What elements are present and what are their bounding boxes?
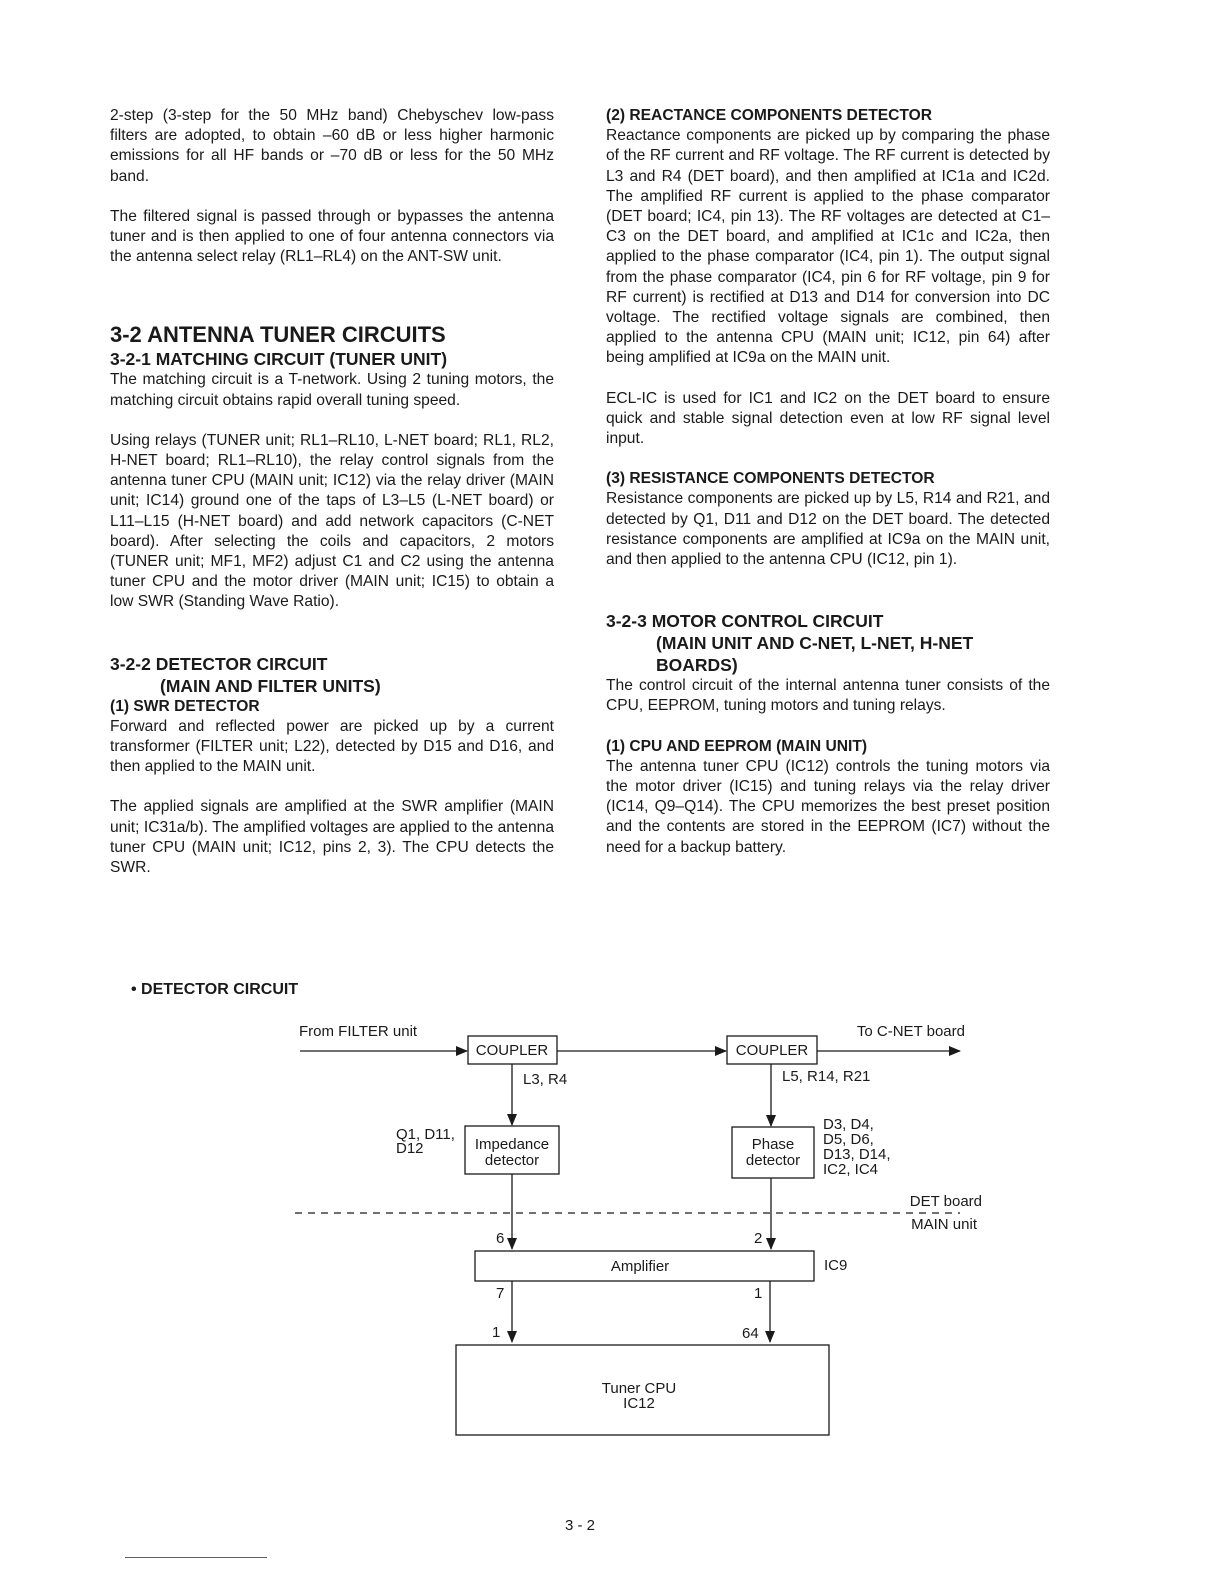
pin-7-label: 7 (496, 1285, 505, 1302)
diagram-title: • DETECTOR CIRCUIT (131, 981, 299, 998)
l3-r4-label: L3, R4 (523, 1071, 568, 1088)
detector-heading-line-1: 3-2-2 DETECTOR CIRCUIT (110, 653, 328, 674)
swr-paragraph-1: Forward and reflected power are picked up by a current transformer (FILTER unit; L22), detected by D15 and D16, and then applied to the MAIN unit. (110, 717, 554, 776)
ic2-ic4-label: IC2, IC4 (823, 1161, 879, 1178)
reactance-paragraph-1: Reactance components are picked up by comparing the phase of the RF current and RF voltage. The RF current is detected by L3 and R4 (DET board), and then amplified at IC1a and IC2d. The amplified RF current is applied to the phase comparator (DET board; IC4, pin 13). The RF voltages are detected at C1–C3 on the DET board, and amplified at IC1c and IC2a, then applied to the phase comparator (IC4, pin 1). The output signal from the phase comparator (IC4, pin 6 for RF voltage, pin 9 for RF current) is rectified at D13 and D14 for conversion into DC voltage. The rectified voltage signals are combined, then applied to the antenna CPU (MAIN unit; IC12, pin 64) after being amplified at IC9a on the MAIN unit. (606, 127, 1050, 367)
resistance-heading: (3) RESISTANCE COMPONENTS DETECTOR (606, 470, 935, 488)
q1-d11-label: Q1, D11, (396, 1126, 455, 1143)
matching-heading: 3-2-1 MATCHING CIRCUIT (TUNER UNIT) (110, 349, 448, 370)
reactance-paragraph-2: ECL-IC is used for IC1 and IC2 on the DET board to ensure quick and stable signal detection even at low RF signal level input. (606, 389, 1050, 448)
pin-1-in-label: 1 (492, 1324, 501, 1341)
pin-6-label: 6 (496, 1230, 505, 1247)
section-title: 3-2 ANTENNA TUNER CIRCUITS (110, 322, 446, 348)
coupler-left-label: COUPLER (475, 1042, 549, 1059)
tuner-cpu-label-1: Tuner CPU (601, 1380, 677, 1397)
amplifier-label: Amplifier (610, 1258, 670, 1275)
matching-paragraph-1: The matching circuit is a T-network. Using 2 tuning motors, the matching circuit obtains rapid overall tuning speed. (110, 371, 554, 409)
phase-label-1: Phase (751, 1136, 795, 1153)
motor-heading-line-1: 3-2-3 MOTOR CONTROL CIRCUIT (606, 611, 884, 632)
motor-paragraph-1: The control circuit of the internal antenna tuner consists of the CPU, EEPROM, tuning motors and tuning relays. (606, 677, 1050, 715)
intro-paragraph-1: 2-step (3-step for the 50 MHz band) Chebyschev low-pass filters are adopted, to obtain –60 dB or less higher harmonic emissions for all HF bands or –70 dB or less for the 50 MHz band. (110, 107, 554, 185)
motor-heading-line-2: (MAIN UNIT AND C-NET, L-NET, H-NET BOARDS) (656, 633, 974, 676)
coupler-right-label: COUPLER (735, 1042, 809, 1059)
page-number: 3 - 2 (564, 1517, 595, 1534)
pin-1-out-label: 1 (754, 1285, 763, 1302)
matching-paragraph-2: Using relays (TUNER unit; RL1–RL10, L-NET board; RL1, RL2, H-NET board; RL1–RL10), the relay control signals from the antenna tuner CPU (MAIN unit; IC12) via the relay driver (MAIN unit; IC14) ground one of the taps of L3–L5 (L-NET board) or L11–L15 (H-NET board) and add network capacitors (C-NET board). After selecting the coils and capacitors, 2 motors (TUNER unit; MF1, MF2) adjust C1 and C2 using the antenna tuner CPU and the motor driver (MAIN unit; IC15) to obtain a low SWR (Standing Wave Ratio). (110, 431, 554, 611)
footer-divider (125, 1557, 267, 1558)
d13-d14-label: D13, D14, (823, 1146, 891, 1163)
from-filter-label: From FILTER unit (299, 1023, 418, 1040)
pin-2-label: 2 (754, 1230, 763, 1247)
phase-label-2: detector (745, 1152, 801, 1169)
detector-heading-line-2: (MAIN AND FILTER UNITS) (160, 675, 381, 696)
l5-r14-r21-label: L5, R14, R21 (782, 1068, 871, 1085)
d3-d4-label: D3, D4, (823, 1116, 874, 1133)
det-board-label: DET board (909, 1193, 982, 1210)
to-cnet-label: To C-NET board (856, 1023, 965, 1040)
intro-paragraph-2: The filtered signal is passed through or bypasses the antenna tuner and is then applied to one of four antenna connectors via the antenna select relay (RL1–RL4) on the ANT-SW unit. (110, 207, 554, 266)
impedance-label-1: Impedance (474, 1136, 550, 1153)
cpu-paragraph-1: The antenna tuner CPU (IC12) controls the tuning motors via the motor driver (IC15) and tuning relays via the relay driver (IC14, Q9–Q14). The CPU memorizes the best preset position and the contents are stored in the EEPROM (IC7) without the need for a backup battery. (606, 757, 1050, 856)
pin-64-label: 64 (742, 1325, 759, 1342)
swr-heading: (1) SWR DETECTOR (110, 697, 260, 715)
d5-d6-label: D5, D6, (823, 1131, 874, 1148)
impedance-label-2: detector (484, 1152, 540, 1169)
swr-paragraph-2: The applied signals are amplified at the SWR amplifier (MAIN unit; IC31a/b). The amplified voltages are applied to the antenna tuner CPU (MAIN unit; IC12, pins 2, 3). The CPU detects the SWR. (110, 798, 554, 877)
cpu-heading: (1) CPU AND EEPROM (MAIN UNIT) (606, 737, 868, 755)
ic9-label: IC9 (824, 1257, 848, 1274)
tuner-cpu-label-2: IC12 (623, 1395, 655, 1412)
resistance-paragraph-1: Resistance components are picked up by L5, R14 and R21, and detected by Q1, D11 and D12 on the DET board. The detected resistance components are amplified at IC9a on the MAIN unit, and then applied to the antenna CPU (IC12, pin 1). (606, 490, 1050, 569)
main-unit-label: MAIN unit (911, 1216, 977, 1233)
d12-label: D12 (396, 1140, 424, 1157)
reactance-heading: (2) REACTANCE COMPONENTS DETECTOR (606, 107, 933, 124)
